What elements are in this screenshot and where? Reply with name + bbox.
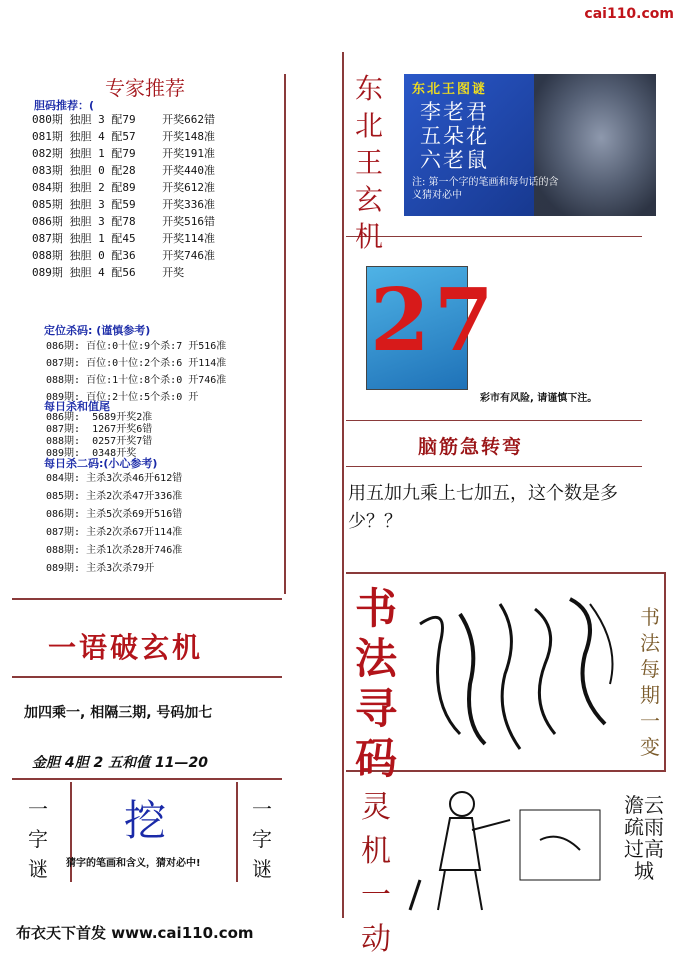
list-row: 087期: 主杀2次杀67开114准 xyxy=(46,527,183,538)
calligraphy-strokes xyxy=(410,584,628,764)
list-row: 081期 独胆 4 配57 开奖148准 xyxy=(32,130,215,143)
divider xyxy=(12,598,282,600)
yiyu-title: 一语破玄机 xyxy=(48,631,204,664)
list-row: 086期 独胆 3 配78 开奖516错 xyxy=(32,215,215,228)
list-row: 086期: 主杀5次杀69开516错 xyxy=(46,509,183,520)
dbwx-title: 东北王玄机 xyxy=(354,72,383,253)
dingwei-label: 定位杀码: (谨慎参考) xyxy=(44,324,151,337)
list-row: 086期: 5689开奖2准 xyxy=(46,412,153,423)
site-domain: cai110.com xyxy=(584,6,674,22)
yizi-character: 挖 xyxy=(124,796,167,845)
poem-text: 澹云疏雨过高城 xyxy=(624,793,664,883)
number-display: 27 xyxy=(370,270,498,371)
brain-teaser-title: 脑筋急转弯 xyxy=(418,436,524,458)
list-row: 084期: 主杀3次杀46开612错 xyxy=(46,473,183,484)
list-row: 089期: 百位:2十位:5个杀:0 开 xyxy=(46,392,199,403)
footer-banner: 布衣天下首发 www.cai110.com xyxy=(16,924,254,942)
list-row: 086期: 百位:0十位:9个杀:7 开516准 xyxy=(46,341,227,352)
yizi-left-label: 一字谜 xyxy=(28,797,48,881)
list-row: 089期 独胆 4 配56 开奖 xyxy=(32,266,185,279)
list-row: 088期: 百位:1十位:8个杀:0 开746准 xyxy=(46,375,227,386)
list-row: 084期 独胆 2 配89 开奖612准 xyxy=(32,181,215,194)
list-row: 089期: 主杀3次杀79开 xyxy=(46,563,155,574)
list-row: 087期 独胆 1 配45 开奖114准 xyxy=(32,232,215,245)
hezhi-label: 每日杀和值尾 xyxy=(44,400,110,413)
calligraphy-title: 书法寻码 xyxy=(354,584,397,783)
dbtu-heading: 东北王图谜 xyxy=(412,82,488,97)
yizi-right-label: 一字谜 xyxy=(252,797,272,881)
left-column-border xyxy=(284,74,286,594)
divider xyxy=(12,778,282,780)
list-row: 087期: 百位:0十位:2个杀:6 开114准 xyxy=(46,358,227,369)
lingji-title: 灵机一动 xyxy=(361,790,391,957)
divider xyxy=(12,676,282,678)
brain-teaser-riddle: 用五加九乘上七加五，这个数是多少？？ xyxy=(348,483,618,532)
hint-text: 加四乘一, 相隔三期, 号码加七 xyxy=(24,705,213,721)
dudan-label: 胆码推荐：( xyxy=(34,99,95,112)
divider xyxy=(346,236,642,237)
dbtu-line: 六老鼠 xyxy=(420,148,489,172)
right-column-border xyxy=(342,52,344,572)
list-row: 088期: 主杀1次杀28开746准 xyxy=(46,545,183,556)
risk-note: 彩市有风险, 请谨慎下注。 xyxy=(480,393,598,404)
list-row: 089期: 0348开奖 xyxy=(46,448,137,459)
dbtu-line: 李老君 xyxy=(420,100,489,124)
list-row: 083期 独胆 0 配28 开奖440准 xyxy=(32,164,215,177)
list-row: 087期: 1267开奖6错 xyxy=(46,424,153,435)
calligraphy-side-note: 书法每期一变 xyxy=(640,605,660,759)
list-row: 080期 独胆 3 配79 开奖662错 xyxy=(32,113,215,126)
expert-title: 专家推荐 xyxy=(105,76,185,100)
divider xyxy=(346,572,666,574)
list-row: 085期 独胆 3 配59 开奖336准 xyxy=(32,198,215,211)
sha2-label: 每日杀二码:(小心参考) xyxy=(44,457,158,470)
list-row: 085期: 主杀2次杀47开336准 xyxy=(46,491,183,502)
section-border xyxy=(342,572,344,918)
dbtu-note: 注: 第一个字的笔画和每句话的含义猜对必中 xyxy=(412,177,559,201)
dbtu-line: 五朵花 xyxy=(420,124,489,148)
gold-line: 金胆 4胆 2 五和值 11—20 xyxy=(32,755,208,771)
yizi-note: 猜字的笔画和含义，猜对必中! xyxy=(66,858,201,869)
section-border xyxy=(664,572,666,772)
woodcutter-sketch xyxy=(400,780,620,920)
list-row: 082期 独胆 1 配79 开奖191准 xyxy=(32,147,215,160)
divider xyxy=(346,420,642,421)
list-row: 088期 独胆 0 配36 开奖746准 xyxy=(32,249,215,262)
divider xyxy=(346,466,642,467)
list-row: 088期: 0257开奖7错 xyxy=(46,436,153,447)
